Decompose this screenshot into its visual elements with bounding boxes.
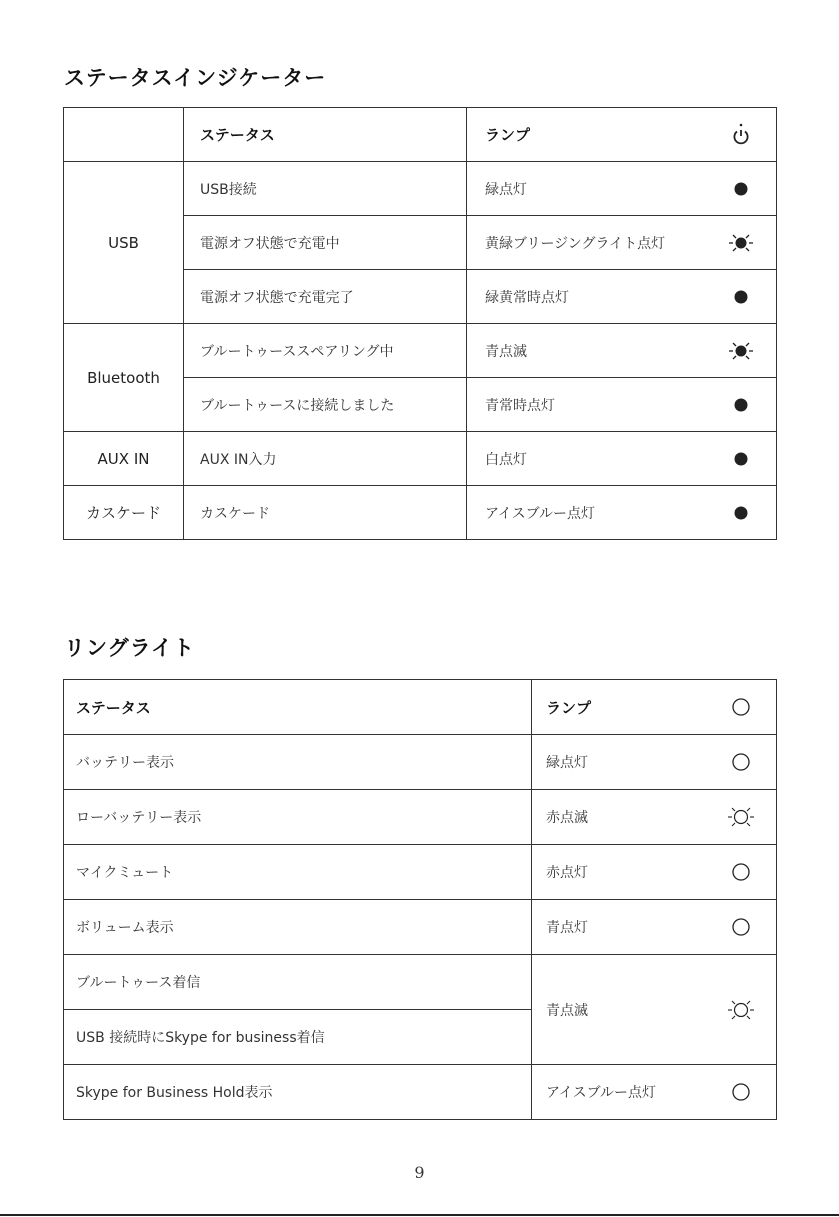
status-cell: ブルートゥーススペアリング中 bbox=[184, 324, 467, 378]
lamp-text: 白点灯 bbox=[485, 451, 527, 468]
filled-dot-icon bbox=[728, 446, 754, 472]
status-cell: 電源オフ状態で充電完了 bbox=[184, 270, 467, 324]
ring-icon bbox=[728, 749, 754, 775]
blinking-ring-icon bbox=[728, 804, 754, 830]
header-lamp: ランプ bbox=[485, 126, 531, 144]
status-indicator-table bbox=[63, 107, 777, 540]
group-usb: USB bbox=[64, 162, 184, 324]
lamp-cell bbox=[532, 955, 777, 1065]
group-aux-in: AUX IN bbox=[64, 432, 184, 486]
status-cell: AUX IN入力 bbox=[184, 432, 467, 486]
status-cell: マイクミュート bbox=[64, 845, 532, 900]
filled-dot-icon bbox=[728, 284, 754, 310]
lamp-cell bbox=[532, 1065, 777, 1120]
header-status: ステータス bbox=[64, 680, 532, 735]
power-icon bbox=[728, 122, 754, 148]
lamp-text: 青点灯 bbox=[546, 920, 588, 936]
status-cell: USB接続 bbox=[184, 162, 467, 216]
lamp-cell bbox=[467, 270, 777, 324]
ring-light-title: リングライト bbox=[64, 636, 195, 660]
lamp-text: 黄緑ブリージングライト点灯 bbox=[485, 235, 666, 252]
lamp-cell bbox=[532, 735, 777, 790]
filled-dot-icon bbox=[728, 392, 754, 418]
table-row bbox=[64, 162, 777, 216]
lamp-text: 青常時点灯 bbox=[485, 397, 555, 414]
ring-light-table bbox=[63, 679, 777, 1120]
ring-icon bbox=[728, 859, 754, 885]
status-cell: Skype for Business Hold表示 bbox=[64, 1065, 532, 1120]
table-row bbox=[64, 432, 777, 486]
status-cell: バッテリー表示 bbox=[64, 735, 532, 790]
header-status: ステータス bbox=[184, 108, 467, 162]
blinking-dot-icon bbox=[728, 230, 754, 256]
blinking-dot-icon bbox=[728, 338, 754, 364]
table-row bbox=[64, 1065, 777, 1120]
filled-dot-icon bbox=[728, 176, 754, 202]
lamp-text: 緑点灯 bbox=[485, 181, 527, 198]
lamp-text: アイスブルー点灯 bbox=[485, 505, 596, 522]
lamp-text: 緑黄常時点灯 bbox=[485, 289, 569, 306]
group-cascade: カスケード bbox=[64, 486, 184, 540]
table-header-row bbox=[64, 680, 777, 735]
lamp-text: 青点滅 bbox=[485, 343, 527, 360]
lamp-cell bbox=[532, 900, 777, 955]
table-row bbox=[64, 486, 777, 540]
ring-icon bbox=[728, 1079, 754, 1105]
lamp-cell bbox=[532, 845, 777, 900]
lamp-text: 緑点灯 bbox=[546, 755, 588, 771]
lamp-cell bbox=[467, 378, 777, 432]
ring-icon bbox=[728, 914, 754, 940]
header-lamp: ランプ bbox=[546, 698, 592, 717]
lamp-cell bbox=[467, 162, 777, 216]
table-row bbox=[64, 735, 777, 790]
group-bluetooth: Bluetooth bbox=[64, 324, 184, 432]
table-row bbox=[64, 845, 777, 900]
table-header-row bbox=[64, 108, 777, 162]
lamp-text: 赤点灯 bbox=[546, 865, 588, 881]
table-row bbox=[64, 900, 777, 955]
lamp-text: 青点滅 bbox=[546, 1002, 588, 1019]
lamp-cell bbox=[467, 216, 777, 270]
table-row bbox=[64, 955, 777, 1010]
lamp-cell bbox=[467, 324, 777, 378]
status-cell: ローバッテリー表示 bbox=[64, 790, 532, 845]
lamp-cell bbox=[467, 432, 777, 486]
header-empty-cell bbox=[64, 108, 184, 162]
status-cell: ボリューム表示 bbox=[64, 900, 532, 955]
status-cell: カスケード bbox=[184, 486, 467, 540]
status-indicator-title: ステータスインジケーター bbox=[64, 66, 327, 90]
ring-icon bbox=[728, 694, 754, 720]
header-lamp-cell bbox=[532, 680, 777, 735]
header-lamp-cell bbox=[467, 108, 777, 162]
table-row bbox=[64, 324, 777, 378]
lamp-cell bbox=[467, 486, 777, 540]
filled-dot-icon bbox=[728, 500, 754, 526]
lamp-text: アイスブルー点灯 bbox=[546, 1085, 657, 1101]
blinking-ring-icon bbox=[728, 997, 754, 1023]
table-row bbox=[64, 790, 777, 845]
status-cell: 電源オフ状態で充電中 bbox=[184, 216, 467, 270]
status-cell: ブルートゥースに接続しました bbox=[184, 378, 467, 432]
status-cell: ブルートゥース着信 bbox=[64, 955, 532, 1010]
page-number: 9 bbox=[414, 1163, 425, 1182]
lamp-cell bbox=[532, 790, 777, 845]
status-cell: USB 接続時にSkype for business着信 bbox=[64, 1010, 532, 1065]
lamp-text: 赤点滅 bbox=[546, 810, 588, 826]
bottom-rule bbox=[0, 1214, 839, 1216]
